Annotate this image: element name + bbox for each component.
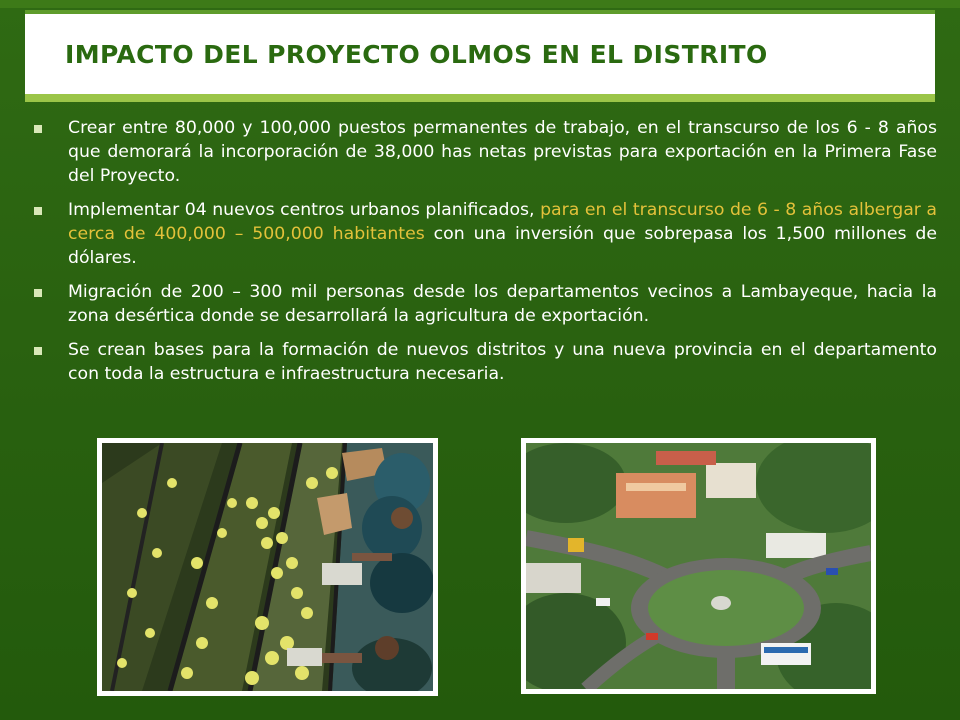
- bullet-highlight-text: para en el transcurso de 6 - 8 años albergar a cerca de 400,000 – 500,000 habitantes: [68, 200, 937, 244]
- lemon-sorting-conveyor-photo: [102, 443, 433, 691]
- bullet-item-migration: [32, 280, 937, 328]
- slide-title: IMPACTO DEL PROYECTO OLMOS EN EL DISTRITO: [65, 40, 768, 69]
- bullet-item-new-districts: [32, 338, 937, 386]
- bullet-text-continued: con una inversión que sobrepasa los 1,500 millones de dólares.: [68, 224, 937, 268]
- aerial-roundabout-city-photo: [526, 443, 871, 689]
- lemon-conveyor-image: [102, 443, 433, 691]
- bullet-list: [32, 116, 937, 396]
- bullet-square-icon: [34, 289, 42, 297]
- bullet-square-icon: [34, 125, 42, 133]
- bullet-item-urban-centers: [32, 198, 937, 270]
- top-accent-band: [0, 0, 960, 8]
- bullet-text: Crear entre 80,000 y 100,000 puestos permanentes de trabajo, en el transcurso de los 6 - 8 años que demorará la incorporación de 38,000 has netas previstas para exportación en la Primera Fase del Proyecto.: [68, 118, 937, 186]
- bullet-square-icon: [34, 347, 42, 355]
- lemon-sorting-photo-frame: [97, 438, 438, 696]
- bullet-item-jobs: [32, 116, 937, 188]
- aerial-city-photo-frame: [521, 438, 876, 694]
- bullet-text: Implementar 04 nuevos centros urbanos planificados,: [68, 200, 541, 220]
- bullet-text: Se crean bases para la formación de nuevos distritos y una nueva provincia en el departamento con toda la estructura e infraestructura necesaria.: [68, 340, 937, 384]
- bullet-text: Migración de 200 – 300 mil personas desde los departamentos vecinos a Lambayeque, hacia la zona desértica donde se desarrollará la agricultura de exportación.: [68, 282, 937, 326]
- title-banner: [25, 10, 935, 102]
- aerial-roundabout-image: [526, 443, 871, 689]
- bullet-square-icon: [34, 207, 42, 215]
